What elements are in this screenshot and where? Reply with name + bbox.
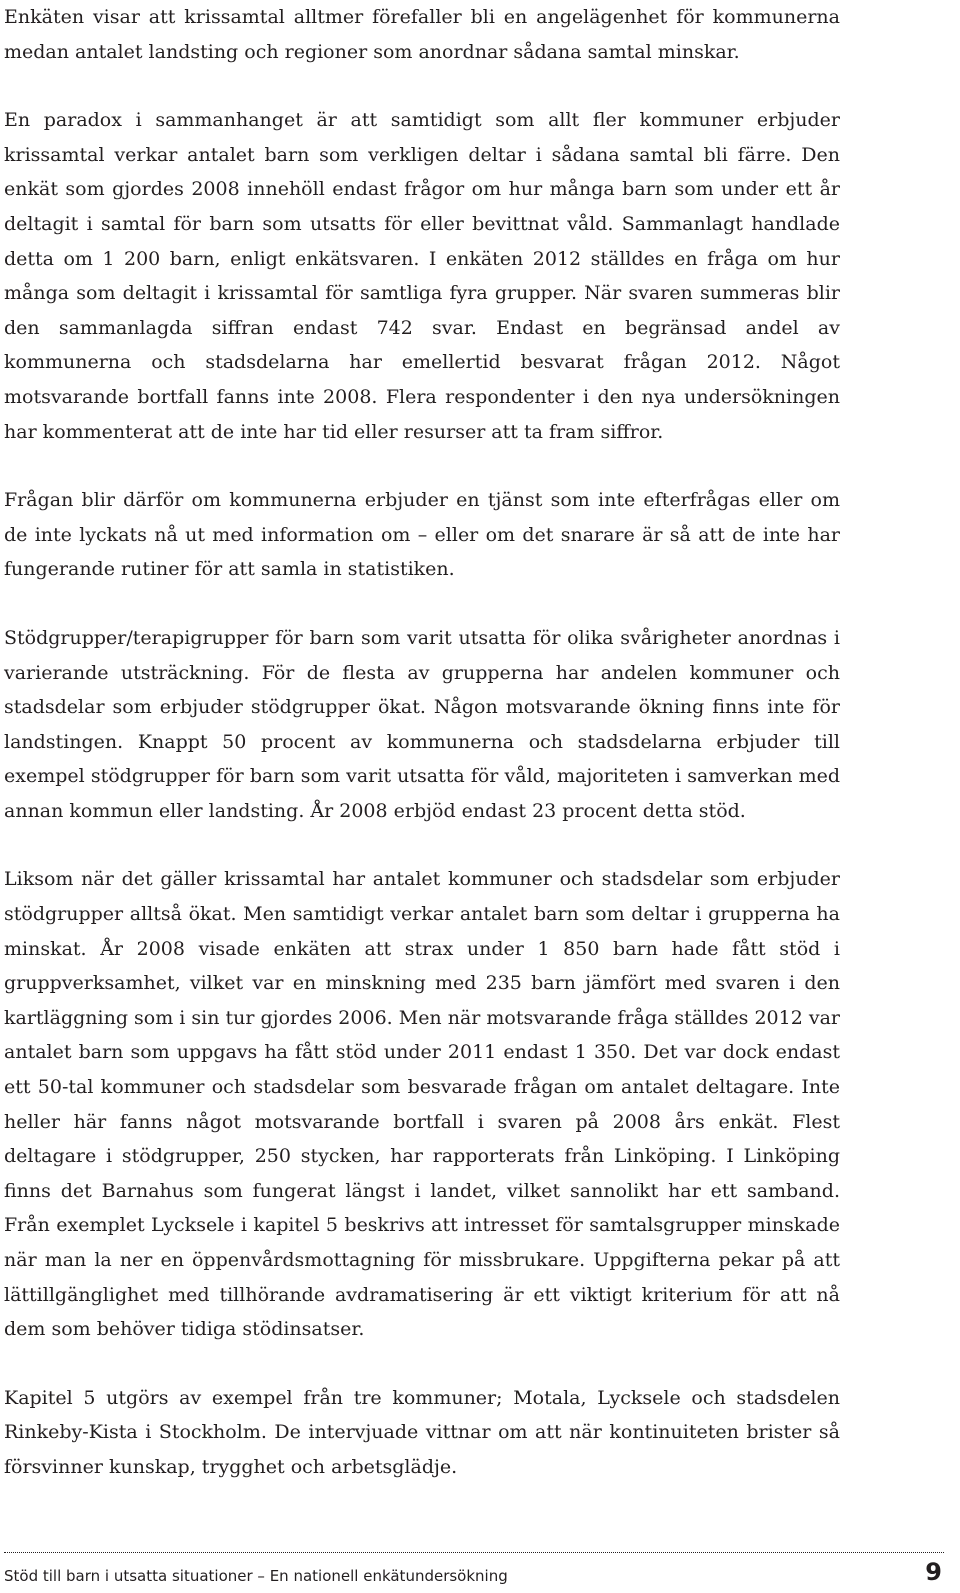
footer-title: Stöd till barn i utsatta situationer – En nationell enkätundersökning xyxy=(4,1567,508,1585)
paragraph-stodgrupper-deltagare: Liksom när det gäller krissamtal har antalet kommuner och stadsdelar som erbjuder stödgrupper alltså ökat. Men samtidigt verkar antalet barn som deltar i grupperna ha minskat. År 2008 visade enkäten att strax under 1 850 barn hade fått stöd i gruppverksamhet, vilket var en minskning med 235 barn jämfört med svaren i den kartläggning som i sin tur gjordes 2006. Men när motsvarande fråga ställdes 2012 var antalet barn som uppgavs ha fått stöd under 2011 endast 1 350. Det var dock endast ett 50-tal kommuner och stadsdelar som besvarade frågan om antalet deltagare. Inte heller här fanns något motsvarande bortfall i svaren på 2008 års enkät. Flest deltagare i stödgrupper, 250 stycken, har rapporterats från Linköping. I Linköping finns det Barnahus som fungerat längst i landet, vilket sannolikt har ett samband. Från exemplet Lycksele i kapitel 5 beskrivs att intresset för samtalsgrupper minskade när man la ner en öppenvårdsmottagning för missbrukare. Uppgifterna pekar på att lättillgänglighet med tillhörande avdramatisering är ett viktigt kriterium för att nå dem som behöver tidiga stödinsatser. xyxy=(4,868,840,1341)
paragraph-krissamtal-intro: Enkäten visar att krissamtal alltmer förefaller bli en angelägenhet för kommunerna medan antalet landsting och regioner som anordnar sådana samtal minskar. xyxy=(4,6,840,63)
paragraph-krissamtal-paradox: En paradox i sammanhanget är att samtidigt som allt fler kommuner erbjuder krissamtal verkar antalet barn som verkligen deltar i sådana samtal bli färre. Den enkät som gjordes 2008 innehöll endast frågor om hur många barn som under ett år deltagit i samtal för barn som utsatts för eller bevittnat våld. Sammanlagt handlade detta om 1 200 barn, enligt enkätsvaren. I enkäten 2012 ställdes en fråga om hur många som deltagit i krissamtal för samtliga fyra grupper. När svaren summeras blir den sammanlagda siffran endast 742 svar. Endast en begränsad andel av kommunerna och stadsdelarna har emellertid besvarat frågan 2012. Något motsvarande bortfall fanns inte 2008. Flera respondenter i den nya undersökningen har kommenterat att de inte har tid eller resurser att ta fram siffror. xyxy=(4,109,840,443)
paragraph-stodgrupper: Stödgrupper/terapigrupper för barn som varit utsatta för olika svårigheter anordnas i varierande utsträckning. För de flesta av grupperna har andelen kommuner och stadsdelar som erbjuder stödgrupper ökat. Någon motsvarande ökning finns inte för landstingen. Knappt 50 procent av kommunerna och stadsdelarna erbjuder till exempel stödgrupper för barn som varit utsatta för våld, majoriteten i samverkan med annan kommun eller landsting. År 2008 erbjöd endast 23 procent detta stöd. xyxy=(4,626,840,822)
paragraph-kapitel-5: Kapitel 5 utgörs av exempel från tre kommuner; Motala, Lycksele och stadsdelen Rinkeby-Kista i Stockholm. De intervjuade vittnar om att när kontinuiteten brister så försvinner kunskap, trygghet och arbetsglädje. xyxy=(4,1386,840,1478)
paragraph-question: Frågan blir därför om kommunerna erbjuder en tjänst som inte efterfrågas eller om de inte lyckats nå ut med information om – eller om det snarare är så att de inte har fungerande rutiner för att samla in statistiken. xyxy=(4,489,840,581)
footer-divider xyxy=(4,1552,944,1553)
page-body xyxy=(4,0,840,1485)
page-number: 9 xyxy=(925,1558,942,1586)
